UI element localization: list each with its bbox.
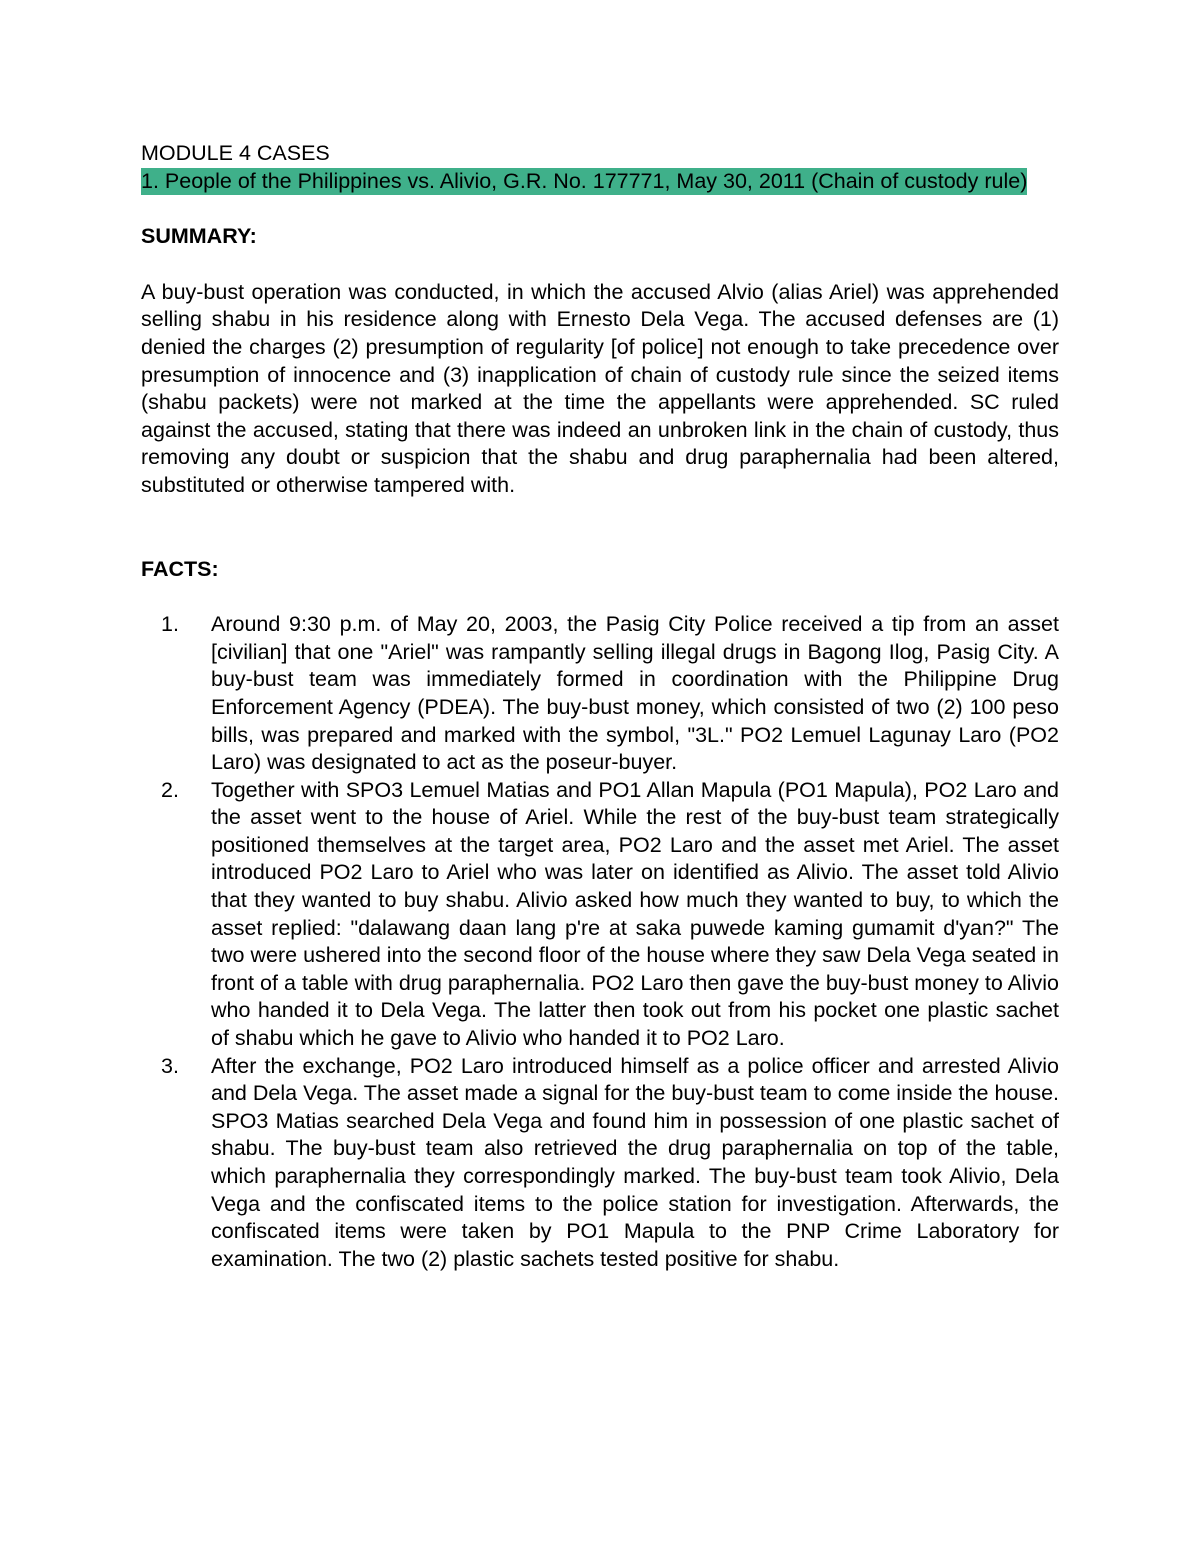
fact-item-3 xyxy=(141,1053,1059,1274)
facts-list xyxy=(141,611,1059,1273)
fact-item-2 xyxy=(141,777,1059,1053)
case-title-highlight: 1. People of the Philippines vs. Alivio, G.R. No. 177771, May 30, 2011 (Chain of custody rule) xyxy=(141,168,1028,193)
fact-text: Around 9:30 p.m. of May 20, 2003, the Pasig City Police received a tip from an asset [civilian] that one "Ariel" was rampantly selling illegal drugs in Bagong Ilog, Pasig City. A buy-bust team was immediately formed in coordination with the Philippine Drug Enforcement Agency (PDEA). The buy-bust money, which consisted of two (2) 100 peso bills, was prepared and marked with the symbol, "3L." PO2 Lemuel Lagunay Laro (PO2 Laro) was designated to act as the poseur-buyer. xyxy=(211,612,1059,775)
case-title xyxy=(141,168,1059,196)
facts-heading: FACTS: xyxy=(141,556,219,581)
fact-item-1 xyxy=(141,611,1059,777)
fact-number: 2. xyxy=(161,777,179,802)
fact-text: Together with SPO3 Lemuel Matias and PO1 Allan Mapula (PO1 Mapula), PO2 Laro and the asset went to the house of Ariel. While the rest of the buy-bust team strategically positioned themselves at the target area, PO2 Laro and the asset met Ariel. The asset introduced PO2 Laro to Ariel who was later on identified as Alivio. The asset told Alivio that they wanted to buy shabu. Alivio asked how much they wanted to buy, to which the asset replied: "dalawang daan lang p're at saka puwede kaming gumamit d'yan?" The two were ushered into the second floor of the house where they saw Dela Vega seated in front of a table with drug paraphernalia. PO2 Laro then gave the buy-bust money to Alivio who handed it to Dela Vega. The latter then took out from his pocket one plastic sachet of shabu which he gave to Alivio who handed it to PO2 Laro. xyxy=(211,777,1059,1051)
fact-number: 3. xyxy=(161,1053,179,1078)
document-page xyxy=(141,140,1059,1273)
module-title: MODULE 4 CASES xyxy=(141,141,330,165)
summary-paragraph: A buy-bust operation was conducted, in which the accused Alvio (alias Ariel) was apprehended selling shabu in his residence along with Ernesto Dela Vega. The accused defenses are (1) denied the charges (2) presumption of regularity [of police] not enough to take precedence over presumption of innocence and (3) inapplication of chain of custody rule since the seized items (shabu packets) were not marked at the time the appellants were apprehended. SC ruled against the accused, stating that there was indeed an unbroken link in the chain of custody, thus removing any doubt or suspicion that the shabu and drug paraphernalia had been altered, substituted or otherwise tampered with. xyxy=(141,279,1059,497)
summary-heading: SUMMARY: xyxy=(141,224,257,249)
fact-number: 1. xyxy=(161,612,179,637)
fact-text: After the exchange, PO2 Laro introduced himself as a police officer and arrested Alivio and Dela Vega. The asset made a signal for the buy-bust team to come inside the house. SPO3 Matias searched Dela Vega and found him in possession of one plastic sachet of shabu. The buy-bust team also retrieved the drug paraphernalia on top of the table, which paraphernalia they correspondingly marked. The buy-bust team took Alivio, Dela Vega and the confiscated items to the police station for investigation. Afterwards, the confiscated items were taken by PO1 Mapula to the PNP Crime Laboratory for examination. The two (2) plastic sachets tested positive for shabu. xyxy=(211,1053,1059,1271)
